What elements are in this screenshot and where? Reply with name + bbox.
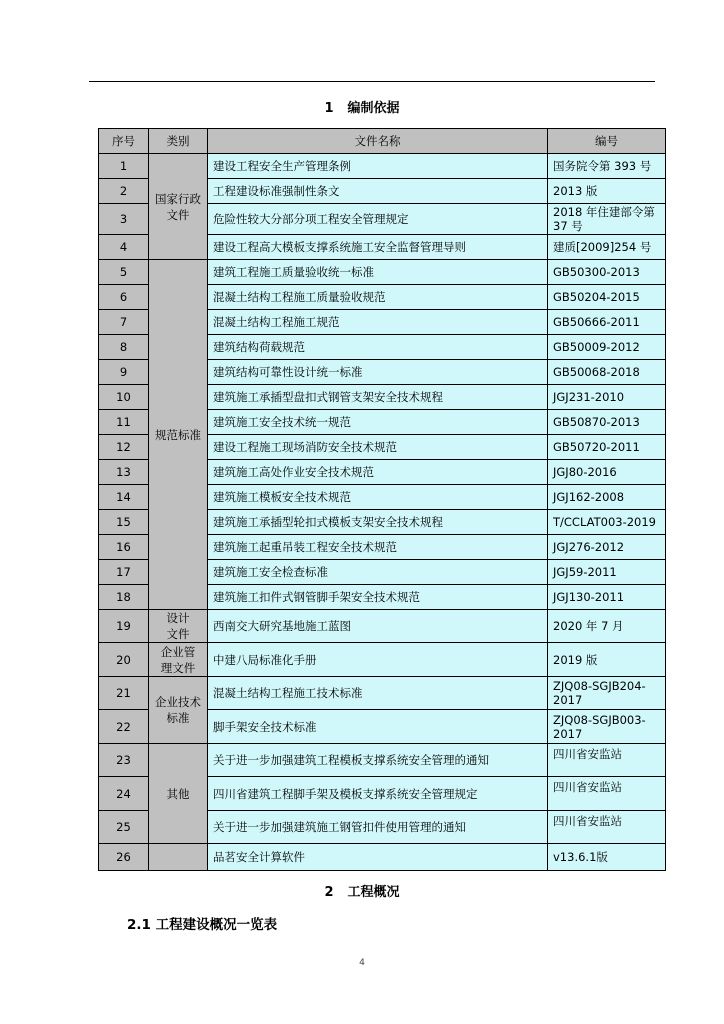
document-code: T/CCLAT003-2019 — [548, 510, 666, 535]
row-no: 20 — [99, 643, 149, 677]
document-code: JGJ231-2010 — [548, 385, 666, 410]
section-2-1-heading: 2.1 工程建设概况一览表 — [127, 917, 278, 933]
category-line: 理文件 — [160, 660, 196, 675]
row-no: 26 — [99, 844, 149, 871]
document-name: 西南交大研究基地施工蓝图 — [208, 610, 548, 643]
table-header-row — [99, 129, 666, 154]
document-name: 建筑施工承插型轮扣式模板支架安全技术规程 — [208, 510, 548, 535]
row-no: 2 — [99, 179, 149, 204]
category-design-docs — [149, 610, 208, 643]
document-name: 建筑结构荷载规范 — [208, 335, 548, 360]
row-no: 6 — [99, 285, 149, 310]
header-rule — [89, 81, 655, 82]
document-name: 工程建设标准强制性条文 — [208, 179, 548, 204]
document-name: 脚手架安全技术标准 — [208, 710, 548, 744]
document-code: 建质[2009]254 号 — [548, 235, 666, 260]
document-name: 建设工程施工现场消防安全技术规范 — [208, 435, 548, 460]
category-empty — [149, 844, 208, 871]
document-code: JGJ130-2011 — [548, 585, 666, 610]
document-code: JGJ80-2016 — [548, 460, 666, 485]
category-enterprise-standards: 企业技术标准 — [149, 677, 208, 744]
document-name: 危险性较大分部分项工程安全管理规定 — [208, 204, 548, 235]
document-name: 建筑施工安全检查标准 — [208, 560, 548, 585]
document-name: 建筑工程施工质量验收统一标准 — [208, 260, 548, 285]
document-name: 品茗安全计算软件 — [208, 844, 548, 871]
row-no: 11 — [99, 410, 149, 435]
section-2-title: 工程概况 — [347, 885, 400, 900]
row-no: 22 — [99, 710, 149, 744]
category-line: 企业管 — [160, 644, 196, 659]
document-name: 中建八局标准化手册 — [208, 643, 548, 677]
row-no: 4 — [99, 235, 149, 260]
document-name: 建筑施工扣件式钢管脚手架安全技术规范 — [208, 585, 548, 610]
document-code: GB50720-2011 — [548, 435, 666, 460]
document-name: 建筑结构可靠性设计统一标准 — [208, 360, 548, 385]
document-code: ZJQ08-SGJB204-2017 — [548, 677, 666, 710]
category-national-admin: 国家行政文件 — [149, 154, 208, 260]
document-code: GB50009-2012 — [548, 335, 666, 360]
section-1-title: 编制依据 — [347, 101, 400, 116]
document-name: 建筑施工高处作业安全技术规范 — [208, 460, 548, 485]
row-no: 8 — [99, 335, 149, 360]
document-name: 混凝土结构工程施工技术标准 — [208, 677, 548, 710]
row-no: 18 — [99, 585, 149, 610]
row-no: 12 — [99, 435, 149, 460]
document-code: ZJQ08-SGJB003-2017 — [548, 710, 666, 744]
document-name: 建设工程高大模板支撑系统施工安全监督管理导则 — [208, 235, 548, 260]
page-number: 4 — [359, 958, 365, 968]
document-name: 四川省建筑工程脚手架及模板支撑系统安全管理规定 — [208, 777, 548, 811]
document-code: v13.6.1版 — [548, 844, 666, 871]
table-row — [99, 260, 666, 285]
document-code: 2020 年 7 月 — [548, 610, 666, 643]
document-name: 建筑施工起重吊装工程安全技术规范 — [208, 535, 548, 560]
document-code: JGJ59-2011 — [548, 560, 666, 585]
row-no: 17 — [99, 560, 149, 585]
document-code: GB50204-2015 — [548, 285, 666, 310]
row-no: 14 — [99, 485, 149, 510]
document-code: JGJ162-2008 — [548, 485, 666, 510]
row-no: 7 — [99, 310, 149, 335]
document-code: GB50870-2013 — [548, 410, 666, 435]
document-name: 建筑施工承插型盘扣式钢管支架安全技术规程 — [208, 385, 548, 410]
row-no: 24 — [99, 777, 149, 811]
document-name: 关于进一步加强建筑施工钢管扣件使用管理的通知 — [208, 811, 548, 844]
document-name: 混凝土结构工程施工规范 — [208, 310, 548, 335]
document-code: GB50666-2011 — [548, 310, 666, 335]
header-category: 类别 — [149, 129, 208, 154]
row-no: 25 — [99, 811, 149, 844]
document-name: 建筑施工模板安全技术规范 — [208, 485, 548, 510]
row-no: 23 — [99, 744, 149, 777]
document-name: 混凝土结构工程施工质量验收规范 — [208, 285, 548, 310]
row-no: 9 — [99, 360, 149, 385]
header-code: 编号 — [548, 129, 666, 154]
table-row — [99, 744, 666, 777]
row-no: 1 — [99, 154, 149, 179]
row-no: 13 — [99, 460, 149, 485]
document-code: 四川省安监站 — [548, 744, 666, 777]
document-code: 2019 版 — [548, 643, 666, 677]
row-no: 5 — [99, 260, 149, 285]
category-line: 文件 — [166, 627, 190, 641]
document-code: 2013 版 — [548, 179, 666, 204]
table-row — [99, 844, 666, 871]
section-2-heading — [0, 881, 724, 900]
row-no: 10 — [99, 385, 149, 410]
document-code: JGJ276-2012 — [548, 535, 666, 560]
table-row — [99, 677, 666, 710]
row-no: 19 — [99, 610, 149, 643]
table-row — [99, 154, 666, 179]
category-other: 其他 — [149, 744, 208, 844]
section-2-number: 2 — [324, 885, 334, 900]
table-row — [99, 610, 666, 643]
document-name: 建筑施工安全技术统一规范 — [208, 410, 548, 435]
row-no: 16 — [99, 535, 149, 560]
basis-table — [98, 128, 666, 871]
document-name: 关于进一步加强建筑工程模板支撑系统安全管理的通知 — [208, 744, 548, 777]
document-code: 国务院令第 393 号 — [548, 154, 666, 179]
document-code: 2018 年住建部令第 37 号 — [548, 204, 666, 235]
row-no: 3 — [99, 204, 149, 235]
row-no: 21 — [99, 677, 149, 710]
document-code: 四川省安监站 — [548, 811, 666, 844]
section-1-heading — [0, 97, 724, 116]
document-code: GB50068-2018 — [548, 360, 666, 385]
document-code: GB50300-2013 — [548, 260, 666, 285]
category-line: 设计 — [166, 611, 190, 625]
header-no: 序号 — [99, 129, 149, 154]
header-name: 文件名称 — [208, 129, 548, 154]
row-no: 15 — [99, 510, 149, 535]
document-name: 建设工程安全生产管理条例 — [208, 154, 548, 179]
document-code: 四川省安监站 — [548, 777, 666, 811]
category-enterprise-management — [149, 643, 208, 677]
category-standards: 规范标准 — [149, 260, 208, 610]
section-1-number: 1 — [324, 101, 334, 116]
table-row — [99, 643, 666, 677]
